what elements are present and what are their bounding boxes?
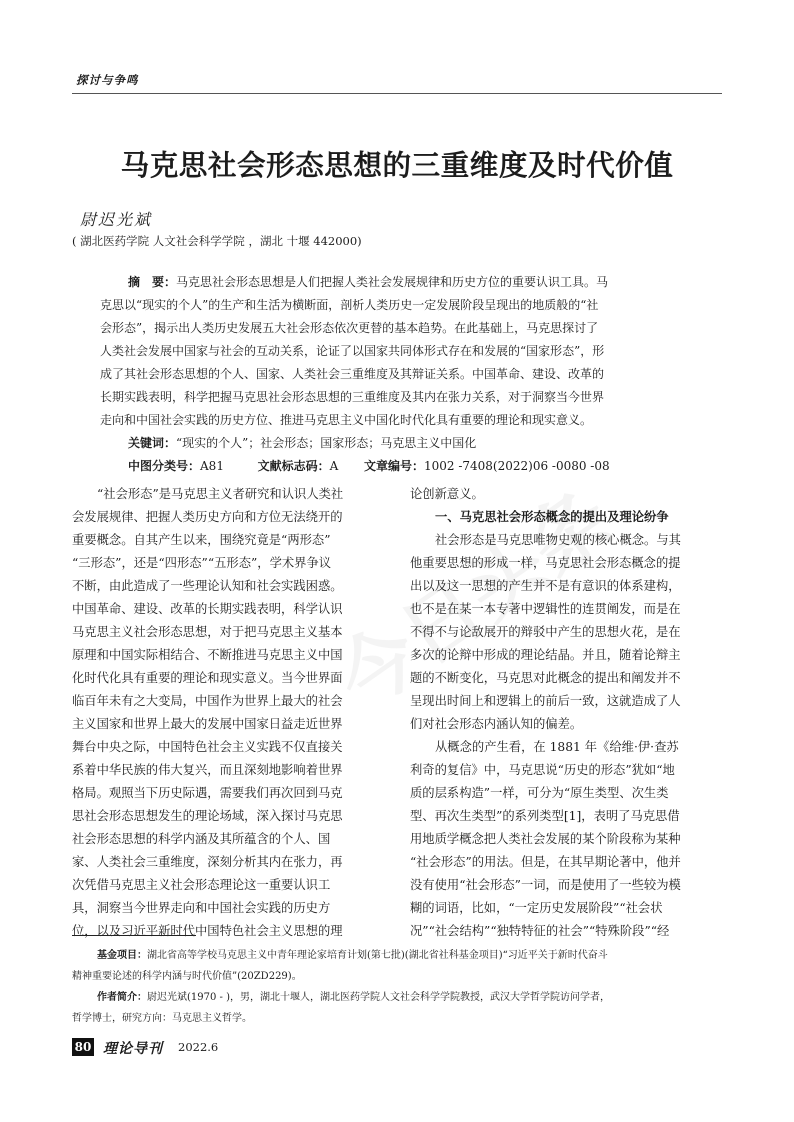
keywords-label: 关键词： (128, 436, 177, 450)
body-line: 舞台中央之际，中国特色社会主义实践不仅直接关 (72, 740, 343, 754)
fund-label: 基金项目： (97, 950, 147, 961)
abstract-line: 走向和中国社会实践的历史方位、推进马克思主义中国化时代化具有重要的理论和现实意义。 (100, 413, 593, 427)
body-line: 思社会形态思想发生的理论场域，深入探讨马克思 (72, 809, 343, 823)
journal-name: 理论导刊 (103, 1041, 163, 1057)
section-heading: 一、马克思社会形态概念的提出及理论纷争 (435, 510, 669, 524)
abstract-line: 会形态”，揭示出人类历史发展五大社会形态依次更替的基本趋势。在此基础上，马克思探讨了 (100, 321, 599, 335)
article-id: 1002 -7408(2022)06 -0080 -08 (423, 459, 610, 473)
doc-code-label: 文献标志码： (257, 459, 330, 473)
author-affiliation: ( 湖北医药学院 人文社会科学学院 ，湖北 十堰 442000) (72, 234, 362, 248)
body-line: 呈现出时间上和逻辑上的前后一致，这就造成了人 (410, 694, 681, 708)
body-line: 他重要思想的形成一样，马克思社会形态概念的提 (410, 556, 681, 570)
body-line: “社会形态”的用法。但是，在其早期论著中，他并 (410, 855, 681, 869)
author-bio: 哲学博士，研究方向：马克思主义哲学。 (72, 1013, 252, 1024)
footnotes (72, 945, 722, 1029)
body-line: 格局。观照当下历史际遇，需要我们再次回到马克 (72, 786, 343, 800)
body-line: 况”“社会结构”“独特特征的社会”“特殊阶段”“经 (410, 924, 670, 938)
body-line: 马克思主义社会形态思想，对于把马克思主义基本 (72, 625, 343, 639)
body-line: “社会形态”是马克思主义者研究和认识人类社 (97, 487, 344, 501)
body-line: 系着中华民族的伟大复兴，而且深刻地影响着世界 (72, 763, 343, 777)
body-line: 利奇的复信》中，马克思说“历史的形态”犹如“地 (410, 763, 675, 777)
body-line: 中国革命、建设、改革的长期实践表明，科学认识 (72, 602, 343, 616)
body-line: 用地质学概念把人类社会发展的某个阶段称为某种 (410, 832, 681, 846)
body-line: 主义国家和世界上最大的发展中国家日益走近世界 (72, 717, 343, 731)
author-name: 尉迟光斌 (80, 210, 153, 229)
fund-text: 湖北省高等学校马克思主义中青年理论家培育计划(第七批)(湖北省社科基金项目)“习近平关于新时代奋斗 (147, 950, 608, 961)
author-bio: 尉迟光斌(1970 - )，男，湖北十堰人，湖北医药学院人文社会科学学院教授，武汉大学哲学院访问学者， (147, 992, 610, 1003)
abstract-label: 摘 要： (128, 275, 177, 289)
abstract-line: 人类社会发展中国家与社会的互动关系，论证了以国家共同体形式存在和发展的“国家形态”，形 (100, 344, 605, 358)
body-line: 质的层系构造”一样，可分为“原生类型、次生类 (410, 786, 669, 800)
body-line: “三形态”，还是“四形态”“五形态”，学术界争议 (72, 556, 332, 570)
body-line: 化时代化具有重要的理论和现实意义。当今世界面 (72, 671, 343, 685)
body-line: 重要概念。自其产生以来，围绕究竟是“两形态” (72, 533, 331, 547)
body-line: 也不是在某一本专著中逻辑性的连贯阐发，而是在 (410, 602, 681, 616)
issue-number: 2022.6 (178, 1040, 219, 1054)
body-line: 社会形态思想的科学内涵及其所蕴含的个人、国 (72, 832, 331, 846)
right-column (410, 483, 730, 943)
body-line: 们对社会形态内涵认知的偏差。 (410, 717, 583, 731)
section-tag: 探讨与争鸣 (76, 73, 139, 87)
keywords: “现实的个人”；社会形态；国家形态；马克思主义中国化 (176, 436, 477, 450)
abstract-line: 马克思社会形态思想是人们把握人类社会发展规律和历史方位的重要认识工具。马 (176, 275, 609, 289)
abstract-line: 克思以“现实的个人”的生产和生活为横断面，剖析人类历史一定发展阶段呈现出的地质般的“社 (100, 298, 599, 312)
body-line: 家、人类社会三重维度，深刻分析其内在张力，再 (72, 855, 343, 869)
body-line: 题的不断变化，马克思对此概念的提出和阐发并不 (410, 671, 681, 685)
fund-text: 精神重要论述的科学内涵与时代价值”(20ZD229)。 (72, 971, 302, 982)
body-line: 次凭借马克思主义社会形态理论这一重要认识工 (72, 878, 331, 892)
abstract (100, 271, 722, 478)
body-line: 型、再次生类型”的系列类型[1]，表明了马克思借 (410, 809, 680, 823)
page-number: 80 (72, 1038, 94, 1056)
body-line: 会发展规律、把握人类历史方向和方位无法绕开的 (72, 510, 343, 524)
clc-code: A81 (200, 459, 224, 473)
clc-label: 中图分类号： (128, 459, 201, 473)
doc-code: A (329, 459, 339, 473)
body-line: 位，以及习近平新时代中国特色社会主义思想的理 (72, 924, 343, 938)
author-bio-label: 作者简介： (97, 992, 147, 1003)
body-line: 临百年未有之大变局，中国作为世界上最大的社会 (72, 694, 343, 708)
abstract-line: 成了其社会形态思想的个人、国家、人类社会三重维度及其辩证关系。中国革命、建设、改革的 (100, 367, 605, 381)
header-rule (72, 93, 722, 94)
body-line: 多次的论辩中形成的理论结晶。并且，随着论辩主 (410, 648, 681, 662)
body-line: 从概念的产生看，在 1881 年《给维·伊·查苏 (435, 740, 679, 754)
body-line: 没有使用“社会形态”一词，而是使用了一些较为模 (410, 878, 681, 892)
article-id-label: 文章编号： (363, 459, 424, 473)
body-line: 原理和中国实际相结合、不断推进马克思主义中国 (72, 648, 343, 662)
article-title: 马克思社会形态思想的三重维度及时代价值 (120, 148, 674, 182)
body-line: 出以及这一思想的产生并不是有意识的体系建构， (410, 579, 681, 593)
body-line: 具，洞察当今世界走向和中国社会实践的历史方 (72, 901, 331, 915)
body-line: 糊的词语，比如，“一定历史发展阶段”“社会状 (410, 901, 663, 915)
body-line: 不断，由此造成了一些理论认知和社会实践困惑。 (72, 579, 343, 593)
footnote-rule (72, 935, 196, 936)
body-line: 社会形态是马克思唯物史观的核心概念。与其 (435, 533, 681, 547)
left-column (72, 483, 392, 943)
abstract-line: 长期实践表明，科学把握马克思社会形态思想的三重维度及其内在张力关系，对于洞察当今世界 (100, 390, 605, 404)
body-line: 论创新意义。 (410, 487, 484, 501)
body-line: 不得不与论敌展开的辩驳中产生的思想火花，是在 (410, 625, 681, 639)
